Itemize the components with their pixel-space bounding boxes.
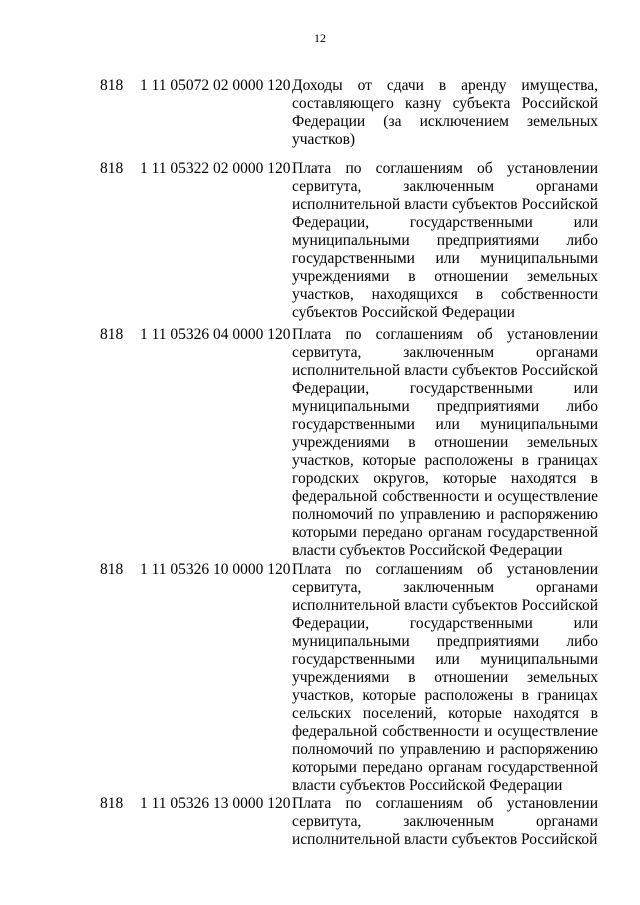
admin-code: 818 — [100, 795, 124, 812]
admin-code: 818 — [100, 160, 124, 177]
revenue-name: Плата по соглашениям об установлении сервитута, заключенным органами исполнительной власти субъектов Российской Федерации, государственными или муниципальными предприятиями либо государственными или муниципальными учреждениями в отношении земельных участков, которые расположены в границах городских округов, которые находятся в федеральной собственности и осуществление полномочий по управлению и распоряжению которыми передано органам государственной власти субъектов Российской Федерации — [292, 326, 598, 559]
revenue-name: Плата по соглашениям об установлении сервитута, заключенным органами исполнительной власти субъектов Российской — [292, 795, 598, 848]
revenue-name: Плата по соглашениям об установлении сервитута, заключенным органами исполнительной власти субъектов Российской Федерации, государственными или муниципальными предприятиями либо государственными или муниципальными учреждениями в отношении земельных участков, которые расположены в границах сельских поселений, которые находятся в федеральной собственности и осуществление полномочий по управлению и распоряжению которыми передано органам государственной власти субъектов Российской Федерации — [292, 561, 598, 794]
revenue-name: Плата по соглашениям об установлении сервитута, заключенным органами исполнительной власти субъектов Российской Федерации, государственными или муниципальными предприятиями либо государственными или муниципальными учреждениями в отношении земельных участков, находящихся в собственности субъектов Российской Федерации — [292, 160, 598, 321]
admin-code: 818 — [100, 561, 124, 578]
budget-code: 1 11 05326 13 0000 120 — [140, 795, 291, 812]
budget-code: 1 11 05072 02 0000 120 — [140, 77, 291, 94]
budget-code: 1 11 05322 02 0000 120 — [140, 160, 291, 177]
admin-code: 818 — [100, 77, 124, 94]
budget-code: 1 11 05326 10 0000 120 — [140, 561, 291, 578]
revenue-name: Доходы от сдачи в аренду имущества, составляющего казну субъекта Российской Федерации (за исключением земельных участков) — [292, 77, 598, 148]
admin-code: 818 — [100, 326, 124, 343]
page-number: 12 — [314, 31, 326, 45]
budget-code: 1 11 05326 04 0000 120 — [140, 326, 291, 343]
